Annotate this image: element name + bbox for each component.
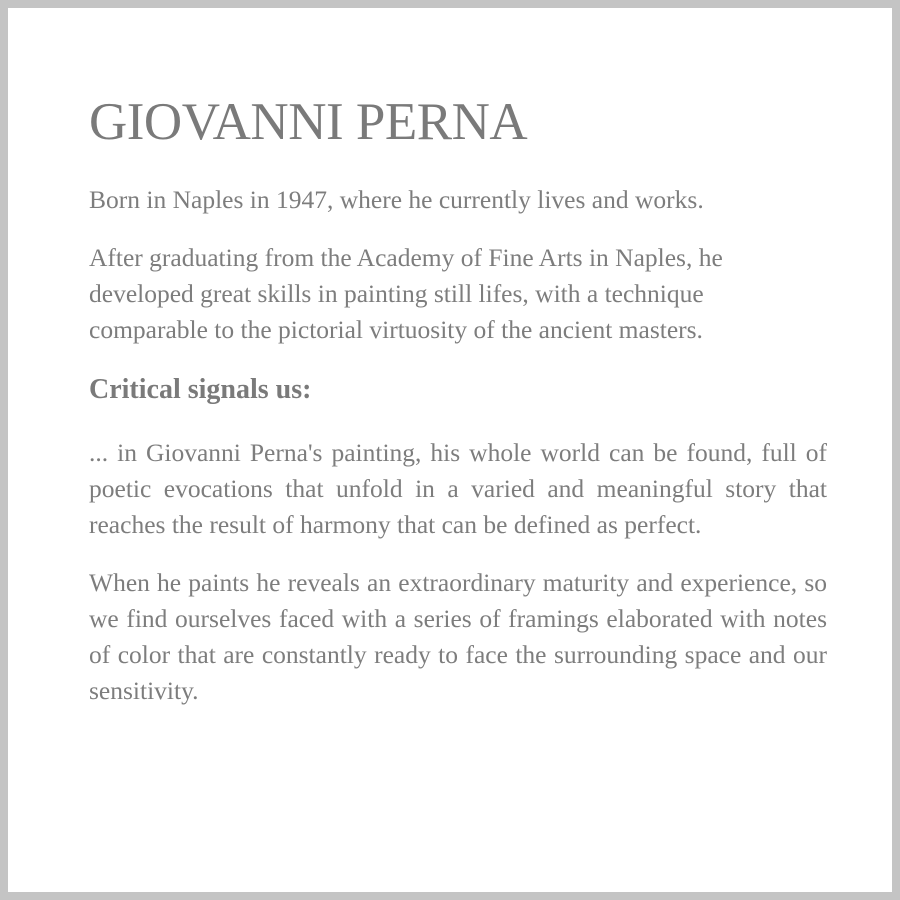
biography-panel bbox=[89, 92, 827, 709]
bio-training-paragraph: After graduating from the Academy of Fine Arts in Naples, he developed great skills in painting still lifes, with a technique comparable to the pictorial virtuosity of the ancient masters. bbox=[89, 243, 723, 344]
critique-paragraph-1: ... in Giovanni Perna's painting, his whole world can be found, full of poetic evocations that unfold in a varied and meaningful story that reaches the result of harmony that can be defined as perfect. bbox=[89, 438, 827, 539]
critique-paragraph-2: When he paints he reveals an extraordinary maturity and experience, so we find ourselves faced with a series of framings elaborated with notes of color that are constantly ready to face the surrounding space and our sensitivity. bbox=[89, 568, 827, 705]
bio-birth-paragraph: Born in Naples in 1947, where he currently lives and works. bbox=[89, 185, 704, 214]
critique-heading: Critical signals us: bbox=[89, 374, 312, 405]
artist-name: GIOVANNI PERNA bbox=[89, 93, 528, 151]
